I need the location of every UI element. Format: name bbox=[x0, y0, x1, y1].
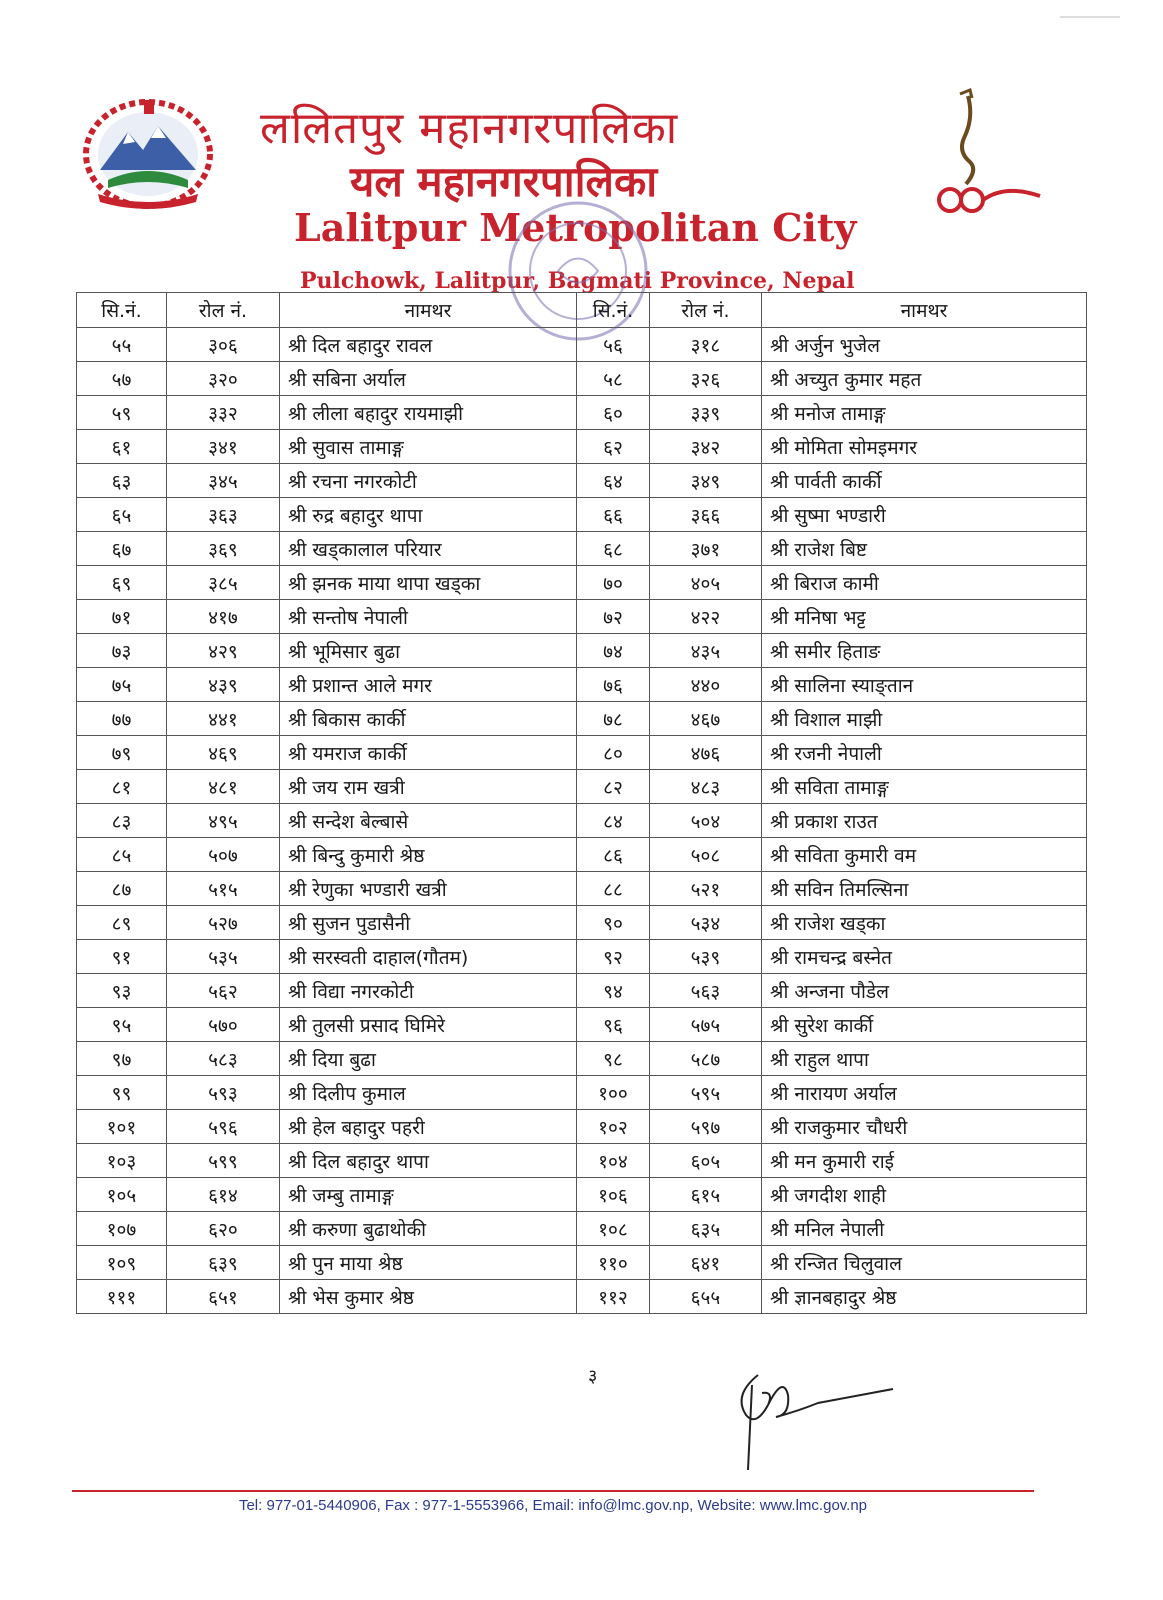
table-row bbox=[77, 1076, 1087, 1110]
table-row bbox=[77, 1178, 1087, 1212]
header-roll: रोल नं. bbox=[650, 293, 762, 328]
roll-cell: ५९६ bbox=[167, 1110, 280, 1144]
roll-cell: ५९३ bbox=[167, 1076, 280, 1110]
roll-cell: ५९५ bbox=[650, 1076, 762, 1110]
name-cell: श्री सुजन पुडासैनी bbox=[280, 906, 577, 940]
roll-cell: ५९७ bbox=[650, 1110, 762, 1144]
serial-cell: १०६ bbox=[577, 1178, 650, 1212]
roll-cell: ३०६ bbox=[167, 328, 280, 362]
nepal-government-emblem-icon bbox=[78, 92, 218, 212]
name-cell: श्री राजेश बिष्ट bbox=[762, 532, 1087, 566]
serial-cell: ८२ bbox=[577, 770, 650, 804]
title-nepali: ललितपुर महानगरपालिका bbox=[260, 103, 679, 154]
roll-cell: ४४१ bbox=[167, 702, 280, 736]
serial-cell: १०० bbox=[577, 1076, 650, 1110]
name-cell: श्री झनक माया थापा खड्का bbox=[280, 566, 577, 600]
roll-cell: ३४९ bbox=[650, 464, 762, 498]
name-cell: श्री रन्जित चिलुवाल bbox=[762, 1246, 1087, 1280]
table-row bbox=[77, 430, 1087, 464]
serial-cell: ९७ bbox=[77, 1042, 167, 1076]
title-english: Lalitpur Metropolitan City bbox=[294, 205, 857, 250]
title-newari: यल महानगरपालिका bbox=[350, 157, 658, 206]
name-cell: श्री अन्जना पौडेल bbox=[762, 974, 1087, 1008]
roll-cell: ६३९ bbox=[167, 1246, 280, 1280]
table-row bbox=[77, 668, 1087, 702]
name-cell: श्री मनोज तामाङ्ग bbox=[762, 396, 1087, 430]
header-serial: सि.नं. bbox=[77, 293, 167, 328]
table-row bbox=[77, 498, 1087, 532]
address: Pulchowk, Lalitpur, Bagmati Province, Nepal bbox=[300, 268, 855, 294]
serial-cell: ७३ bbox=[77, 634, 167, 668]
serial-cell: ७८ bbox=[577, 702, 650, 736]
footer-divider bbox=[72, 1490, 1034, 1492]
table-row bbox=[77, 974, 1087, 1008]
name-cell: श्री बिराज कामी bbox=[762, 566, 1087, 600]
table-row bbox=[77, 532, 1087, 566]
page-corner-line bbox=[1060, 16, 1120, 18]
name-cell: श्री प्रकाश राउत bbox=[762, 804, 1087, 838]
table-row bbox=[77, 600, 1087, 634]
name-cell: श्री रचना नगरकोटी bbox=[280, 464, 577, 498]
serial-cell: ७९ bbox=[77, 736, 167, 770]
roll-cell: ५२१ bbox=[650, 872, 762, 906]
table-row bbox=[77, 396, 1087, 430]
serial-cell: ११० bbox=[577, 1246, 650, 1280]
serial-cell: ५६ bbox=[577, 328, 650, 362]
roll-cell: ६१५ bbox=[650, 1178, 762, 1212]
serial-cell: ९६ bbox=[577, 1008, 650, 1042]
header-name: नामथर bbox=[280, 293, 577, 328]
serial-cell: १११ bbox=[77, 1280, 167, 1314]
name-cell: श्री लीला बहादुर रायमाझी bbox=[280, 396, 577, 430]
serial-cell: ९८ bbox=[577, 1042, 650, 1076]
table-row bbox=[77, 804, 1087, 838]
serial-cell: ८४ bbox=[577, 804, 650, 838]
name-cell: श्री दिलीप कुमाल bbox=[280, 1076, 577, 1110]
table-row bbox=[77, 362, 1087, 396]
footer-contact: Tel: 977-01-5440906, Fax : 977-1-5553966, Email: info@lmc.gov.np, Website: www.lmc.gov.np bbox=[238, 1497, 868, 1514]
roll-cell: ५८७ bbox=[650, 1042, 762, 1076]
roll-cell: ५०७ bbox=[167, 838, 280, 872]
table-row bbox=[77, 770, 1087, 804]
serial-cell: १०८ bbox=[577, 1212, 650, 1246]
roll-cell: ४३५ bbox=[650, 634, 762, 668]
serial-cell: ६६ bbox=[577, 498, 650, 532]
serial-cell: ७१ bbox=[77, 600, 167, 634]
table-row bbox=[77, 1280, 1087, 1314]
name-cell: श्री दिल बहादुर रावल bbox=[280, 328, 577, 362]
roll-cell: ३४२ bbox=[650, 430, 762, 464]
name-cell: श्री सरस्वती दाहाल(गौतम) bbox=[280, 940, 577, 974]
name-cell: श्री सन्तोष नेपाली bbox=[280, 600, 577, 634]
roll-cell: ४४० bbox=[650, 668, 762, 702]
serial-cell: ६० bbox=[577, 396, 650, 430]
name-cell: श्री राजेश खड्का bbox=[762, 906, 1087, 940]
name-cell: श्री विशाल माझी bbox=[762, 702, 1087, 736]
serial-cell: ८५ bbox=[77, 838, 167, 872]
table-row bbox=[77, 1042, 1087, 1076]
table-row bbox=[77, 736, 1087, 770]
roll-cell: ४२२ bbox=[650, 600, 762, 634]
serial-cell: ७६ bbox=[577, 668, 650, 702]
name-cell: श्री प्रशान्त आले मगर bbox=[280, 668, 577, 702]
roll-cell: ५३९ bbox=[650, 940, 762, 974]
roll-cell: ५३४ bbox=[650, 906, 762, 940]
name-cell: श्री रुद्र बहादुर थापा bbox=[280, 498, 577, 532]
roll-cell: ३२० bbox=[167, 362, 280, 396]
name-cell: श्री भेस कुमार श्रेष्ठ bbox=[280, 1280, 577, 1314]
name-cell: श्री राजकुमार चौधरी bbox=[762, 1110, 1087, 1144]
roll-cell: ४६७ bbox=[650, 702, 762, 736]
name-cell: श्री सुष्मा भण्डारी bbox=[762, 498, 1087, 532]
roll-cell: ४२९ bbox=[167, 634, 280, 668]
serial-cell: ८८ bbox=[577, 872, 650, 906]
serial-cell: ६८ bbox=[577, 532, 650, 566]
name-cell: श्री सुवास तामाङ्ग bbox=[280, 430, 577, 464]
serial-cell: १०७ bbox=[77, 1212, 167, 1246]
name-cell: श्री मनिषा भट्ट bbox=[762, 600, 1087, 634]
serial-cell: ५७ bbox=[77, 362, 167, 396]
serial-cell: ५५ bbox=[77, 328, 167, 362]
roll-cell: ५३५ bbox=[167, 940, 280, 974]
table-row bbox=[77, 702, 1087, 736]
name-cell: श्री सन्देश बेल्बासे bbox=[280, 804, 577, 838]
serial-cell: १०५ bbox=[77, 1178, 167, 1212]
serial-cell: ६२ bbox=[577, 430, 650, 464]
roll-cell: ४३९ bbox=[167, 668, 280, 702]
serial-cell: ९० bbox=[577, 906, 650, 940]
serial-cell: ८६ bbox=[577, 838, 650, 872]
serial-cell: १०३ bbox=[77, 1144, 167, 1178]
serial-cell: ८९ bbox=[77, 906, 167, 940]
roll-cell: ४८१ bbox=[167, 770, 280, 804]
table-row bbox=[77, 906, 1087, 940]
serial-cell: ५८ bbox=[577, 362, 650, 396]
table-row bbox=[77, 1144, 1087, 1178]
serial-cell: १०१ bbox=[77, 1110, 167, 1144]
roll-cell: ३८५ bbox=[167, 566, 280, 600]
serial-cell: ७४ bbox=[577, 634, 650, 668]
name-cell: श्री पार्वती कार्की bbox=[762, 464, 1087, 498]
serial-cell: ८३ bbox=[77, 804, 167, 838]
roll-cell: ३३९ bbox=[650, 396, 762, 430]
serial-cell: ९९ bbox=[77, 1076, 167, 1110]
roll-cell: ४९५ bbox=[167, 804, 280, 838]
serial-cell: ६३ bbox=[77, 464, 167, 498]
roll-cell: ६४१ bbox=[650, 1246, 762, 1280]
name-cell: श्री नारायण अर्याल bbox=[762, 1076, 1087, 1110]
serial-cell: ८० bbox=[577, 736, 650, 770]
name-cell: श्री हेल बहादुर पहरी bbox=[280, 1110, 577, 1144]
name-cell: श्री मनिल नेपाली bbox=[762, 1212, 1087, 1246]
roll-cell: ४८३ bbox=[650, 770, 762, 804]
table-header-row bbox=[77, 293, 1087, 328]
serial-cell: ७२ bbox=[577, 600, 650, 634]
serial-cell: ९३ bbox=[77, 974, 167, 1008]
roll-cell: ५०८ bbox=[650, 838, 762, 872]
name-cell: श्री समीर हिताङ bbox=[762, 634, 1087, 668]
roll-cell: ३६९ bbox=[167, 532, 280, 566]
roll-cell: ३२६ bbox=[650, 362, 762, 396]
name-cell: श्री दिया बुढा bbox=[280, 1042, 577, 1076]
serial-cell: ९१ bbox=[77, 940, 167, 974]
name-cell: श्री सुरेश कार्की bbox=[762, 1008, 1087, 1042]
signature-mark bbox=[728, 1355, 898, 1475]
serial-cell: ९४ bbox=[577, 974, 650, 1008]
serial-cell: १०४ bbox=[577, 1144, 650, 1178]
table-row bbox=[77, 838, 1087, 872]
roll-cell: ३६३ bbox=[167, 498, 280, 532]
name-cell: श्री सालिना स्याङ्तान bbox=[762, 668, 1087, 702]
roll-cell: ५२७ bbox=[167, 906, 280, 940]
serial-cell: ९५ bbox=[77, 1008, 167, 1042]
name-cell: श्री बिन्दु कुमारी श्रेष्ठ bbox=[280, 838, 577, 872]
name-cell: श्री राहुल थापा bbox=[762, 1042, 1087, 1076]
roll-cell: ५०४ bbox=[650, 804, 762, 838]
roll-cell: ५७५ bbox=[650, 1008, 762, 1042]
roll-cell: ४१७ bbox=[167, 600, 280, 634]
name-cell: श्री बिकास कार्की bbox=[280, 702, 577, 736]
roll-cell: ६२० bbox=[167, 1212, 280, 1246]
name-cell: श्री सबिना अर्याल bbox=[280, 362, 577, 396]
roll-cell: ६१४ bbox=[167, 1178, 280, 1212]
roll-cell: ६५५ bbox=[650, 1280, 762, 1314]
roll-cell: ५१५ bbox=[167, 872, 280, 906]
roll-cell: ६५१ bbox=[167, 1280, 280, 1314]
serial-cell: ६७ bbox=[77, 532, 167, 566]
name-cell: श्री सविता कुमारी वम bbox=[762, 838, 1087, 872]
name-cell: श्री जगदीश शाही bbox=[762, 1178, 1087, 1212]
name-cell: श्री सविन तिमल्सिना bbox=[762, 872, 1087, 906]
roll-cell: ५६२ bbox=[167, 974, 280, 1008]
header-serial: सि.नं. bbox=[577, 293, 650, 328]
serial-cell: ५९ bbox=[77, 396, 167, 430]
serial-cell: ९२ bbox=[577, 940, 650, 974]
name-cell: श्री विद्या नगरकोटी bbox=[280, 974, 577, 1008]
header-roll: रोल नं. bbox=[167, 293, 280, 328]
serial-cell: १०९ bbox=[77, 1246, 167, 1280]
name-cell: श्री जय राम खत्री bbox=[280, 770, 577, 804]
serial-cell: ६१ bbox=[77, 430, 167, 464]
serial-cell: ८१ bbox=[77, 770, 167, 804]
name-cell: श्री खड्कालाल परियार bbox=[280, 532, 577, 566]
roll-cell: ५७० bbox=[167, 1008, 280, 1042]
name-cell: श्री जम्बु तामाङ्ग bbox=[280, 1178, 577, 1212]
table-row bbox=[77, 1246, 1087, 1280]
name-cell: श्री पुन माया श्रेष्ठ bbox=[280, 1246, 577, 1280]
name-cell: श्री करुणा बुढाथोकी bbox=[280, 1212, 577, 1246]
roll-cell: ३७१ bbox=[650, 532, 762, 566]
name-cell: श्री रामचन्द्र बस्नेत bbox=[762, 940, 1087, 974]
name-cell: श्री मन कुमारी राई bbox=[762, 1144, 1087, 1178]
page-number: ३ bbox=[588, 1366, 598, 1387]
roll-cell: ६०५ bbox=[650, 1144, 762, 1178]
table-row bbox=[77, 940, 1087, 974]
roll-cell: ३४१ bbox=[167, 430, 280, 464]
serial-cell: ६९ bbox=[77, 566, 167, 600]
serial-cell: ११२ bbox=[577, 1280, 650, 1314]
roll-cell: ३६६ bbox=[650, 498, 762, 532]
name-cell: श्री तुलसी प्रसाद घिमिरे bbox=[280, 1008, 577, 1042]
roll-cell: ५६३ bbox=[650, 974, 762, 1008]
table-row bbox=[77, 872, 1087, 906]
name-cell: श्री रजनी नेपाली bbox=[762, 736, 1087, 770]
table-row bbox=[77, 1008, 1087, 1042]
lmc-logo-icon bbox=[930, 88, 1050, 218]
table-row bbox=[77, 1212, 1087, 1246]
serial-cell: ८७ bbox=[77, 872, 167, 906]
header-name: नामथर bbox=[762, 293, 1087, 328]
name-cell: श्री सविता तामाङ्ग bbox=[762, 770, 1087, 804]
name-cell: श्री अर्जुन भुजेल bbox=[762, 328, 1087, 362]
roll-cell: ३४५ bbox=[167, 464, 280, 498]
table-row bbox=[77, 328, 1087, 362]
name-cell: श्री दिल बहादुर थापा bbox=[280, 1144, 577, 1178]
roll-cell: ६३५ bbox=[650, 1212, 762, 1246]
roll-cell: ४७६ bbox=[650, 736, 762, 770]
roll-cell: ४०५ bbox=[650, 566, 762, 600]
serial-cell: ६४ bbox=[577, 464, 650, 498]
serial-cell: ७७ bbox=[77, 702, 167, 736]
roll-cell: ५९९ bbox=[167, 1144, 280, 1178]
name-cell: श्री भूमिसार बुढा bbox=[280, 634, 577, 668]
candidate-list-table bbox=[76, 292, 1087, 1314]
serial-cell: ७५ bbox=[77, 668, 167, 702]
name-cell: श्री यमराज कार्की bbox=[280, 736, 577, 770]
roll-cell: ५८३ bbox=[167, 1042, 280, 1076]
table-row bbox=[77, 1110, 1087, 1144]
table-row bbox=[77, 634, 1087, 668]
name-cell: श्री रेणुका भण्डारी खत्री bbox=[280, 872, 577, 906]
serial-cell: ७० bbox=[577, 566, 650, 600]
name-cell: श्री अच्युत कुमार महत bbox=[762, 362, 1087, 396]
name-cell: श्री ज्ञानबहादुर श्रेष्ठ bbox=[762, 1280, 1087, 1314]
table-row bbox=[77, 464, 1087, 498]
name-cell: श्री मोमिता सोमइमगर bbox=[762, 430, 1087, 464]
serial-cell: १०२ bbox=[577, 1110, 650, 1144]
roll-cell: ४६९ bbox=[167, 736, 280, 770]
serial-cell: ६५ bbox=[77, 498, 167, 532]
roll-cell: ३१८ bbox=[650, 328, 762, 362]
roll-cell: ३३२ bbox=[167, 396, 280, 430]
table-row bbox=[77, 566, 1087, 600]
